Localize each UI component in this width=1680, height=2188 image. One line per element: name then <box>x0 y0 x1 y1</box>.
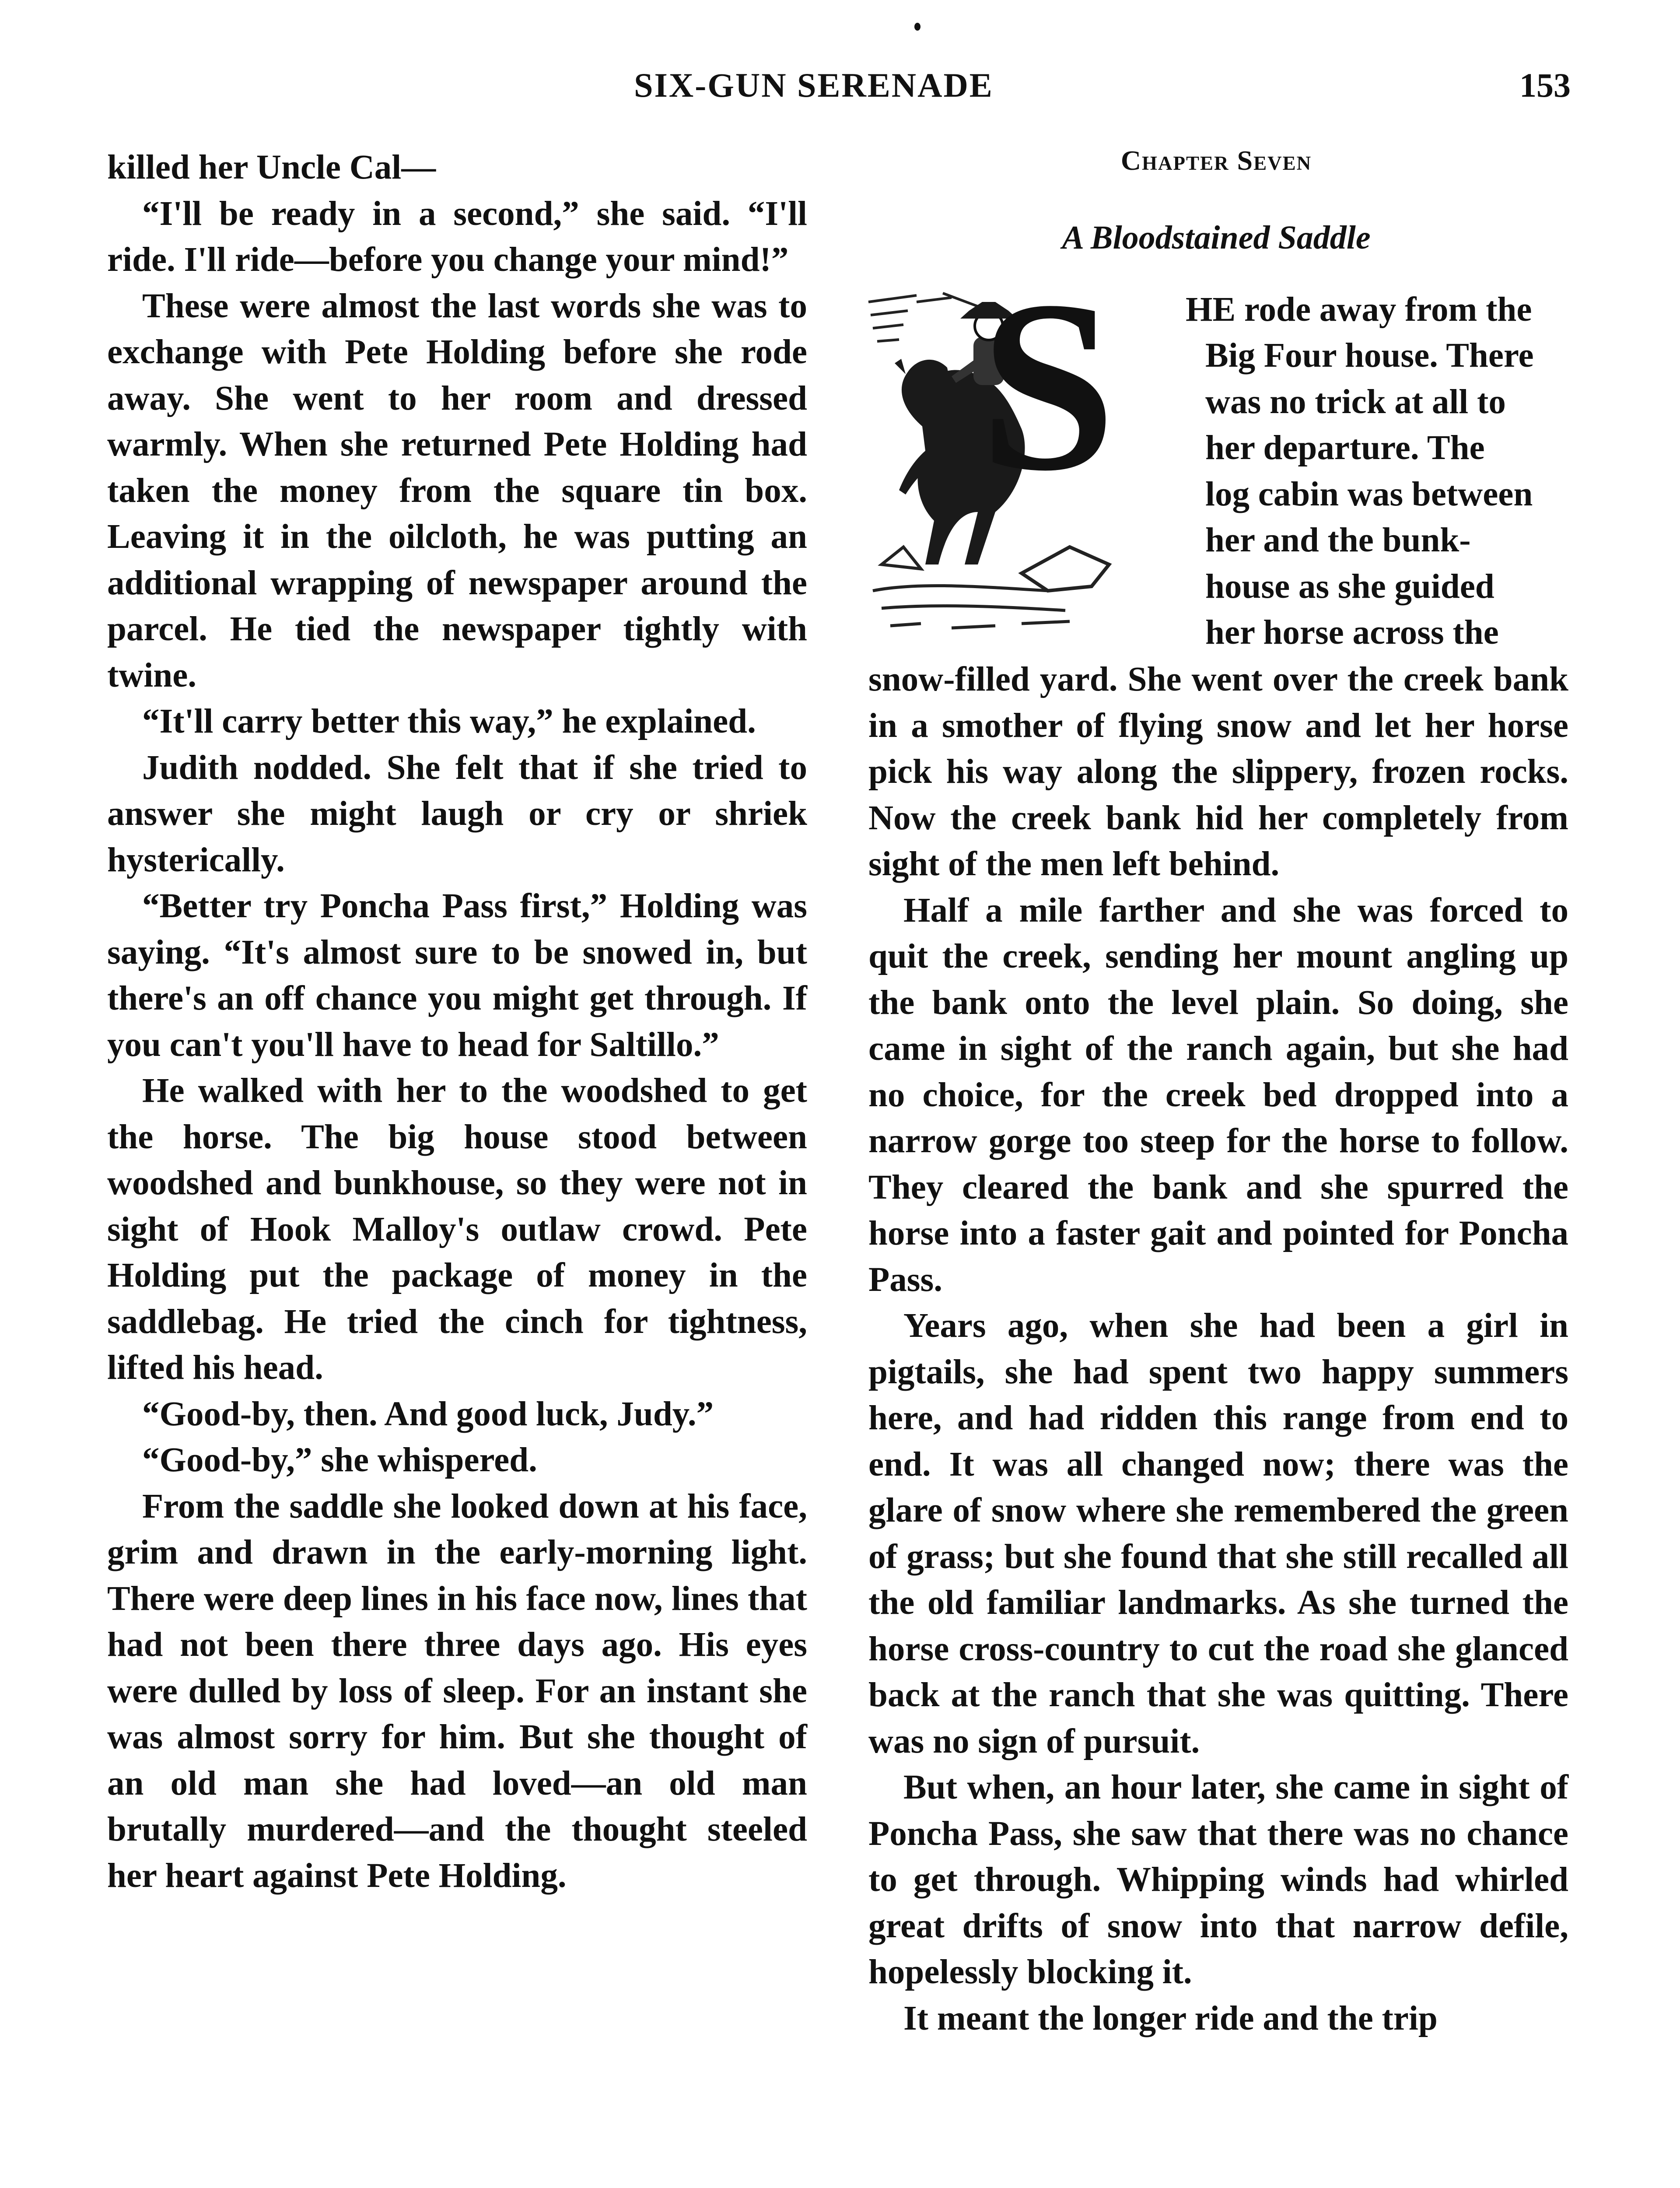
paragraph: These were almost the last words she was to exchange with Pete Holding before she rode away. She went to her room and dressed warmly. When she returned Pete Holding had taken the money from the square tin box. Leaving it in the oilcloth, he was putting an additional wrapping of newspaper around the parcel. He tied the newspaper tightly with twine. <box>107 287 807 694</box>
paragraph: “Good-by,” she whispered. <box>142 1441 537 1479</box>
chapter-label: Chapter Seven <box>1120 145 1312 176</box>
paragraph: Half a mile farther and she was forced to quit the creek, sending her mount angling up the bank onto the level plain. So doing, she came in sight of the ranch again, but she had no choice, for the creek bed dropped into a narrow gorge too steep for the horse to follow. They cleared the bank and she spurred the horse into a faster gait and pointed for Poncha Pass. <box>868 891 1568 1299</box>
paragraph: “I'll be ready in a second,” she said. “I'll ride. I'll ride—before you change your mind!” <box>107 194 807 279</box>
paragraph: “Good-by, then. And good luck, Judy.” <box>142 1395 714 1433</box>
paragraph: Judith nodded. She felt that if she tried to answer she might laugh or cry or shriek hysterically. <box>107 748 807 879</box>
print-speck <box>914 23 920 31</box>
paragraph: But when, an hour later, she came in sight of Poncha Pass, she saw that there was no chance to get through. Whipping winds had whirled great drifts of snow into that narrow defile, hopelessly blocking it. <box>868 1768 1568 1991</box>
paragraph: It meant the longer ride and the trip <box>903 1999 1438 2037</box>
paragraph: “It'll carry better this way,” he explained. <box>142 702 756 740</box>
wrapped-line: HE rode away from the <box>1186 291 1532 329</box>
drop-cap-letter: S <box>980 284 1116 522</box>
running-header-title: SIX-GUN SERENADE <box>634 66 994 104</box>
wrapped-line: log cabin was between <box>1205 475 1533 513</box>
wrapped-line: her departure. The <box>1205 429 1485 467</box>
page-number: 153 <box>1519 66 1571 104</box>
paragraph: From the saddle she looked down at his face, grim and drawn in the early-morning light. There were deep lines in his face now, lines that had not been there three days ago. His eyes were dulled by loss of sleep. For an instant she was almost sorry for him. But she thought of an old man she had loved—an old man brutally murdered—and the thought steeled her heart against Pete Holding. <box>107 1487 807 1895</box>
paragraph: snow-filled yard. She went over the creek bank in a smother of flying snow and let her horse pick his way along the slippery, frozen rocks. Now the creek bank hid her completely from sight of the men left behind. <box>868 660 1568 883</box>
left-text-column <box>107 144 807 1899</box>
drop-cap-illustration <box>864 284 1170 643</box>
rider-on-horse-icon <box>864 284 1170 643</box>
wrapped-line: was no trick at all to <box>1205 383 1506 421</box>
chapter-title: A Bloodstained Saddle <box>1062 219 1371 256</box>
paragraph: “Better try Poncha Pass first,” Holding was saying. “It's almost sure to be snowed in, but there's an off chance you might get through. If you can't you'll have to head for Saltillo.” <box>107 887 807 1064</box>
paragraph: killed her Uncle Cal— <box>107 148 436 186</box>
wrapped-line: her horse across the <box>1205 614 1499 652</box>
wrapped-line: Big Four house. There <box>1205 337 1534 375</box>
wrapped-line: her and the bunk- <box>1205 521 1471 559</box>
paragraph: He walked with her to the woodshed to get the horse. The big house stood between woodshed and bunkhouse, so they were not in sight of Hook Malloy's outlaw crowd. Pete Holding put the package of money in the saddlebag. He tried the cinch for tightness, lifted his head. <box>107 1072 807 1387</box>
paragraph: Years ago, when she had been a girl in pigtails, she had spent two happy summers here, and had ridden this range from end to end. It was all changed now; there was the glare of snow where she remembered the green of grass; but she found that she still recalled all the old familiar landmarks. As she turned the horse cross-country to cut the road she glanced back at the ranch that she was quitting. There was no sign of pursuit. <box>868 1307 1568 1760</box>
wrapped-line: house as she guided <box>1205 568 1494 606</box>
right-text-column <box>868 656 1568 2041</box>
